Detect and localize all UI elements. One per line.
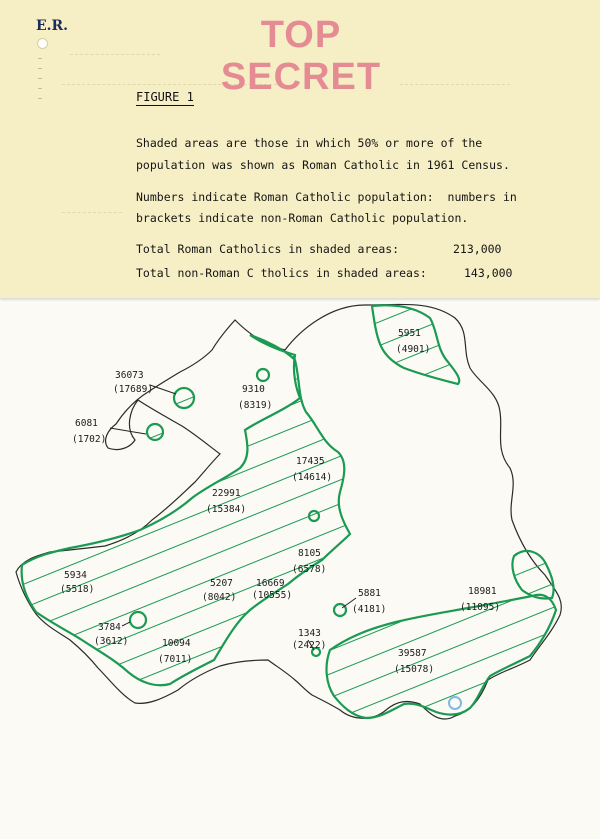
bleed-through-writing xyxy=(62,198,122,213)
map-label-rc: 22991 xyxy=(212,488,241,499)
map-area xyxy=(0,298,600,835)
perforation-mark xyxy=(38,88,42,89)
perforation-mark xyxy=(38,78,42,79)
attached-note-sheet xyxy=(0,0,600,298)
map-label-non-rc: (15384) xyxy=(206,504,247,515)
map-label-rc: 3784 xyxy=(98,622,121,633)
map-label-rc: 10094 xyxy=(162,638,191,649)
bleed-through-writing xyxy=(400,70,510,85)
description-line-2: population was shown as Roman Catholic in 1961 Census. xyxy=(136,158,510,172)
map-label-rc: 5881 xyxy=(358,588,381,599)
pointer-arrow xyxy=(150,385,176,394)
punch-hole xyxy=(37,38,48,49)
map-label-non-rc: (3612) xyxy=(94,636,129,647)
top-secret-stamp: TOP SECRET xyxy=(220,14,382,98)
map-label-rc: 18981 xyxy=(468,586,497,597)
map-label-rc: 1343 xyxy=(298,628,321,639)
initials: E.R. xyxy=(36,18,69,34)
map-label-rc: 5951 xyxy=(398,328,421,339)
shaded-south-down-extension xyxy=(512,551,553,599)
description-line-1: Shaded areas are those in which 50% or more of the xyxy=(136,136,483,150)
numbers-line-1: Numbers indicate Roman Catholic population: numbers in xyxy=(136,190,517,204)
map-label-non-rc: (4901) xyxy=(396,344,431,355)
numbers-line-2: brackets indicate non-Roman Catholic population. xyxy=(136,211,469,225)
map-label-rc: 5207 xyxy=(210,578,233,589)
map-label-rc: 39587 xyxy=(398,648,427,659)
map-label-rc: 9310 xyxy=(242,384,265,395)
total-rc-label: Total Roman Catholics in shaded areas: xyxy=(136,242,400,256)
map-label-non-rc: (15078) xyxy=(394,664,435,675)
map-label-non-rc: (1702) xyxy=(72,434,107,445)
map-label-rc: 8105 xyxy=(298,548,321,559)
map-label-non-rc: (4181) xyxy=(352,604,387,615)
map-label-rc: 36073 xyxy=(115,370,144,381)
enclave-circle xyxy=(147,424,163,440)
northern-ireland-map xyxy=(0,298,600,835)
perforation-mark xyxy=(38,98,42,99)
map-label-non-rc: (8042) xyxy=(202,592,237,603)
total-non-rc-value: 143,000 xyxy=(464,266,513,280)
total-non-rc-label: Total non-Roman C tholics in shaded areas: xyxy=(136,266,427,280)
map-label-rc: 6081 xyxy=(75,418,98,429)
map-label-non-rc: (5518) xyxy=(60,584,95,595)
map-label-non-rc: (7011) xyxy=(158,654,193,665)
total-rc-value: 213,000 xyxy=(453,242,502,256)
map-label-rc: 16669 xyxy=(256,578,285,589)
enclave-circle xyxy=(334,604,346,616)
map-label-non-rc: (10555) xyxy=(252,590,293,601)
map-label-non-rc: (14614) xyxy=(292,472,333,483)
map-label-non-rc: (6578) xyxy=(292,564,327,575)
perforation-mark xyxy=(38,58,42,59)
map-label-non-rc: (17689) xyxy=(113,384,154,395)
figure-title: FIGURE 1 xyxy=(136,90,194,104)
enclave-circle xyxy=(257,369,269,381)
map-label-rc: 5934 xyxy=(64,570,87,581)
map-label-non-rc: (8319) xyxy=(238,400,273,411)
pointer-arrow xyxy=(110,428,146,434)
enclave-circle xyxy=(174,388,194,408)
map-label-rc: 17435 xyxy=(296,456,325,467)
bleed-through-writing xyxy=(70,40,160,55)
perforation-mark xyxy=(38,68,42,69)
map-label-non-rc: (2422) xyxy=(292,640,327,651)
map-label-non-rc: (11095) xyxy=(460,602,501,613)
